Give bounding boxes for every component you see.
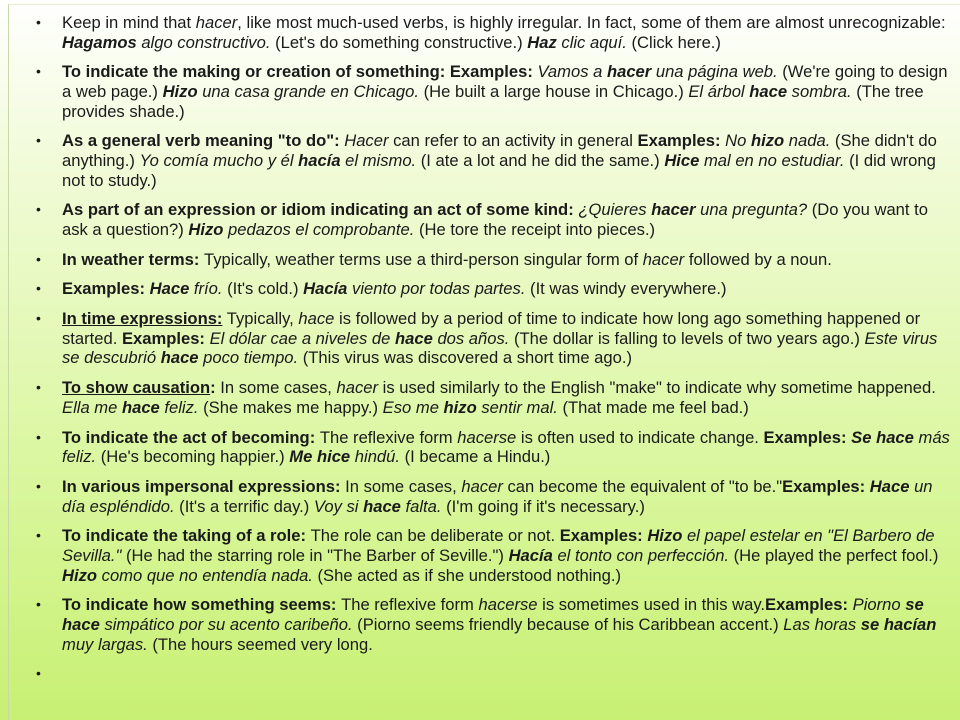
text-segment: Las horas: [783, 614, 861, 634]
text-segment: Hice: [664, 150, 700, 170]
text-segment: hace: [121, 397, 160, 417]
text-segment: (He had the starring role in "The Barber of Seville."): [121, 545, 509, 565]
text-segment: Hacer: [344, 131, 389, 151]
text-segment: Me hice: [289, 447, 351, 467]
text-segment: :: [210, 378, 221, 398]
text-segment: clic aquí.: [556, 32, 627, 52]
text-segment: hacer: [651, 200, 696, 220]
bullet-icon: •: [36, 201, 41, 218]
text-segment: (Let's do something constructive.): [270, 32, 528, 52]
text-segment: The role can be deliberate or not.: [310, 526, 560, 546]
text-segment: Hizo: [62, 565, 98, 585]
text-segment: (The dollar is falling to levels of two years ago.): [509, 328, 865, 348]
text-segment: Hace: [149, 279, 190, 299]
bullet-item: [36, 62, 950, 121]
text-segment: Se hace: [851, 427, 914, 447]
text-segment: simpático por su acento caribeño.: [99, 614, 353, 634]
text-segment: As part of an expression or idiom indicating an act of some kind:: [62, 200, 579, 220]
text-segment: Hagamos: [62, 32, 137, 52]
bullet-icon: •: [36, 428, 41, 445]
bullet-item: [36, 200, 950, 239]
text-segment: can refer to an activity in general: [388, 131, 638, 151]
text-segment: In various impersonal expressions:: [62, 476, 346, 496]
text-segment: hacer: [461, 476, 503, 496]
text-segment: To indicate the taking of a role:: [62, 526, 311, 546]
text-segment: hacerse: [457, 427, 517, 447]
bullet-icon: •: [36, 250, 41, 267]
bullet-item: [36, 131, 950, 190]
text-segment: sentir mal.: [476, 397, 558, 417]
text-segment: hace: [395, 328, 433, 348]
text-segment: hizo: [750, 131, 785, 151]
text-segment: To indicate the act of becoming:: [62, 427, 320, 447]
text-segment: hindú.: [350, 447, 400, 467]
text-segment: To indicate the making or creation of something: Examples:: [62, 62, 538, 82]
text-segment: más feliz.: [62, 427, 950, 467]
bullet-item: [36, 13, 950, 52]
text-segment: (I did wrong not to study.): [62, 150, 936, 190]
bullet-icon: •: [36, 14, 41, 30]
text-segment: Hizo: [188, 219, 224, 239]
text-segment: Keep in mind that: [62, 13, 196, 32]
text-segment: pedazos el comprobante.: [223, 219, 415, 239]
text-segment: (He built a large house in Chicago.): [419, 81, 689, 101]
text-segment: In weather terms:: [62, 249, 205, 269]
text-segment: No: [725, 131, 751, 151]
text-segment: (We're going to design a web page.): [62, 62, 948, 101]
bullet-item: [36, 526, 950, 585]
text-segment: una página web.: [651, 62, 778, 82]
text-segment: Examples:: [782, 476, 870, 496]
text-segment: hizo: [443, 397, 477, 417]
text-segment: se hace: [62, 595, 924, 634]
bullet-icon: •: [36, 132, 41, 149]
bullet-item: [36, 279, 950, 299]
text-segment: is followed by a period of time to indicate how long ago something happened or started.: [62, 309, 921, 348]
text-segment: una pregunta?: [695, 200, 808, 220]
bullet-item: [36, 595, 950, 654]
text-segment: se hacían: [860, 614, 937, 634]
text-segment: (She didn't do anything.): [62, 131, 937, 170]
text-segment: Yo comía mucho y él: [139, 150, 299, 170]
text-segment: muy largas.: [62, 634, 148, 654]
text-segment: To show causation: [62, 378, 211, 398]
text-segment: Haz: [527, 32, 557, 52]
text-segment: nada.: [784, 131, 831, 151]
text-segment: (It's cold.): [222, 279, 304, 299]
text-segment: Examples:: [637, 131, 726, 151]
text-segment: (I became a Hindu.): [400, 447, 551, 467]
text-segment: un día espléndido.: [62, 476, 933, 516]
text-segment: Examples:: [559, 526, 648, 546]
bullet-list: [36, 13, 950, 682]
text-segment: In some cases,: [345, 476, 462, 496]
text-segment: ¿Quieres: [578, 200, 652, 220]
text-segment: el mismo.: [340, 150, 417, 170]
text-segment: hace: [363, 496, 401, 516]
text-segment: mal en no estudiar.: [699, 150, 845, 170]
text-segment: frío.: [189, 279, 223, 299]
text-segment: Voy si: [313, 496, 364, 516]
text-segment: hacer: [642, 249, 685, 269]
text-segment: is often used to indicate change.: [516, 427, 764, 447]
text-segment: como que no entendía nada.: [97, 565, 313, 585]
text-segment: (Do you want to ask a question?): [62, 200, 928, 239]
bullet-item: [36, 309, 950, 368]
text-segment: Hizo: [647, 526, 683, 546]
text-segment: , like most much-used verbs, is highly irregular. In fact, some of them are almost unrecognizable:: [237, 13, 946, 32]
text-segment: hacerse: [478, 595, 538, 615]
text-segment: Examples:: [763, 427, 852, 447]
text-segment: hacer: [195, 13, 238, 32]
text-segment: (She acted as if she understood nothing.): [312, 565, 622, 585]
bullet-icon: •: [36, 477, 41, 494]
text-segment: Hizo: [162, 81, 198, 101]
text-segment: As a general verb meaning "to do":: [62, 131, 345, 151]
text-segment: is sometimes used in this way.: [537, 595, 766, 615]
text-segment: hace: [160, 348, 199, 368]
bullet-icon: •: [36, 310, 41, 327]
bullet-icon: •: [36, 527, 41, 544]
text-segment: The reflexive form: [341, 595, 479, 615]
text-segment: hace: [298, 309, 335, 329]
text-segment: In time expressions:: [62, 309, 223, 329]
text-segment: Hacía: [508, 545, 553, 565]
text-segment: dos años.: [432, 328, 510, 348]
text-segment: Examples:: [62, 279, 150, 299]
text-segment: hacer: [606, 62, 652, 82]
text-segment: Hacía: [303, 279, 348, 299]
text-segment: The reflexive form: [319, 427, 458, 447]
text-segment: Piorno: [852, 595, 906, 615]
text-segment: sombra.: [787, 81, 852, 101]
text-segment: El árbol: [688, 81, 750, 101]
text-segment: (She makes me happy.): [198, 397, 383, 417]
text-segment: Vamos a: [537, 62, 607, 82]
text-segment: Ella me: [62, 397, 122, 417]
bullet-icon: •: [36, 596, 41, 613]
text-segment: hacía: [298, 150, 341, 170]
text-segment: (The tree provides shade.): [62, 81, 924, 121]
text-segment: To indicate how something seems:: [62, 595, 342, 615]
text-segment: poco tiempo.: [198, 348, 299, 368]
text-segment: viento por todas partes.: [347, 279, 526, 299]
text-segment: (That made me feel bad.): [557, 397, 749, 417]
text-segment: (He played the perfect fool.): [729, 545, 939, 565]
text-segment: feliz.: [159, 397, 199, 417]
text-segment: hace: [749, 81, 788, 101]
text-segment: algo constructivo.: [136, 32, 271, 52]
text-segment: In some cases,: [220, 378, 337, 398]
text-segment: (Piorno seems friendly because of his Caribbean accent.): [352, 614, 784, 634]
text-segment: (The hours seemed very long.: [147, 634, 373, 654]
text-segment: (I ate a lot and he did the same.): [416, 150, 665, 170]
bullet-icon: •: [36, 665, 41, 682]
bullet-item: [36, 428, 950, 467]
text-segment: (It's a terrific day.): [174, 496, 314, 516]
text-segment: una casa grande en Chicago.: [197, 81, 420, 101]
text-segment: (I'm going if it's necessary.): [441, 496, 645, 516]
text-segment: Hace: [869, 476, 910, 496]
bullet-icon: •: [36, 63, 41, 80]
text-segment: followed by a noun.: [684, 249, 832, 269]
text-segment: Este virus se descubrió: [62, 328, 938, 368]
text-segment: falta.: [400, 496, 442, 516]
text-segment: can become the equivalent of "to be.": [502, 476, 783, 496]
text-segment: Typically,: [222, 309, 299, 329]
text-segment: Eso me: [382, 397, 444, 417]
bullet-item: [36, 250, 950, 270]
text-segment: Examples:: [765, 595, 853, 615]
bullet-item: [36, 477, 950, 516]
text-segment: is used similarly to the English "make" to indicate why sometime happened.: [378, 378, 936, 398]
bullet-icon: •: [36, 379, 41, 396]
text-segment: (He tore the receipt into pieces.): [414, 219, 656, 239]
text-segment: (It was windy everywhere.): [525, 279, 727, 299]
text-segment: Typically, weather terms use a third-person singular form of: [204, 249, 643, 269]
bullet-icon: •: [36, 280, 41, 297]
text-segment: (He's becoming happier.): [96, 447, 290, 467]
text-segment: (Click here.): [626, 32, 721, 52]
text-segment: el tonto con perfección.: [552, 545, 730, 565]
text-segment: El dólar cae a niveles de: [209, 328, 395, 348]
text-segment: el papel estelar en "El Barbero de Sevilla.": [62, 526, 935, 565]
text-segment: Examples:: [121, 328, 210, 348]
text-segment: (This virus was discovered a short time ago.): [298, 348, 632, 368]
bullet-item: [36, 378, 950, 417]
text-segment: hacer: [336, 378, 379, 398]
